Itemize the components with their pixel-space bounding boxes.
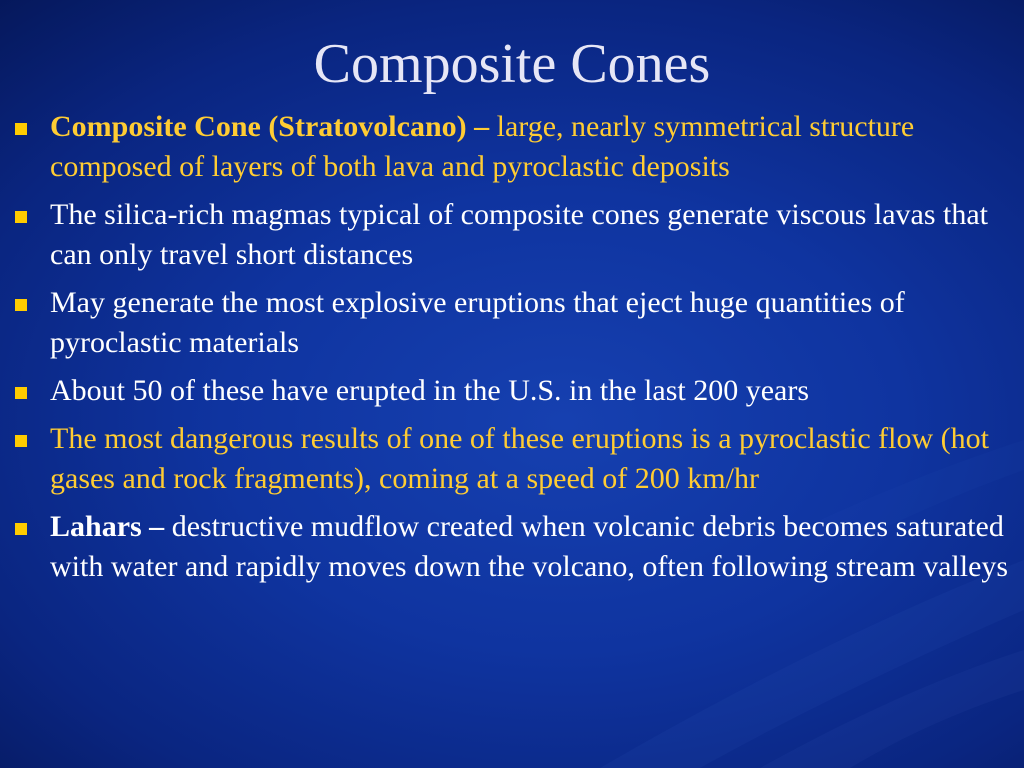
bullet-text: The silica-rich magmas typical of composite cones generate viscous lavas that can only travel short distances — [50, 198, 989, 271]
square-bullet-icon — [15, 299, 27, 311]
bullet-text: May generate the most explosive eruptions that eject huge quantities of pyroclastic materials — [50, 286, 905, 359]
bullet-pyroclastic-flow — [11, 419, 1017, 499]
bullet-explosive-eruptions — [11, 283, 1017, 363]
square-bullet-icon — [15, 523, 27, 535]
bullet-text: destructive mudflow created when volcanic debris becomes saturated with water and rapidly moves down the volcano, often following stream valleys — [50, 510, 1009, 583]
bullet-us-eruptions — [11, 371, 1017, 411]
square-bullet-icon — [15, 387, 27, 399]
bullet-silica-rich-magmas — [11, 195, 1017, 275]
bullet-text: The most dangerous results of one of these eruptions is a pyroclastic flow (hot gases and rock fragments), coming at a speed of 200 km/hr — [50, 422, 989, 495]
bullet-term: Composite Cone (Stratovolcano) – — [50, 110, 490, 143]
bullet-list — [11, 107, 1017, 595]
bullet-term: Lahars – — [50, 510, 165, 543]
square-bullet-icon — [15, 435, 27, 447]
bullet-lahars-definition — [11, 507, 1017, 587]
bullet-text: large, nearly symmetrical structure composed of layers of both lava and pyroclastic deposits — [50, 110, 915, 183]
bullet-text: About 50 of these have erupted in the U.S. in the last 200 years — [50, 374, 809, 407]
slide-title: Composite Cones — [313, 33, 711, 95]
square-bullet-icon — [15, 123, 27, 135]
square-bullet-icon — [15, 211, 27, 223]
bullet-composite-cone-definition — [11, 107, 1017, 187]
